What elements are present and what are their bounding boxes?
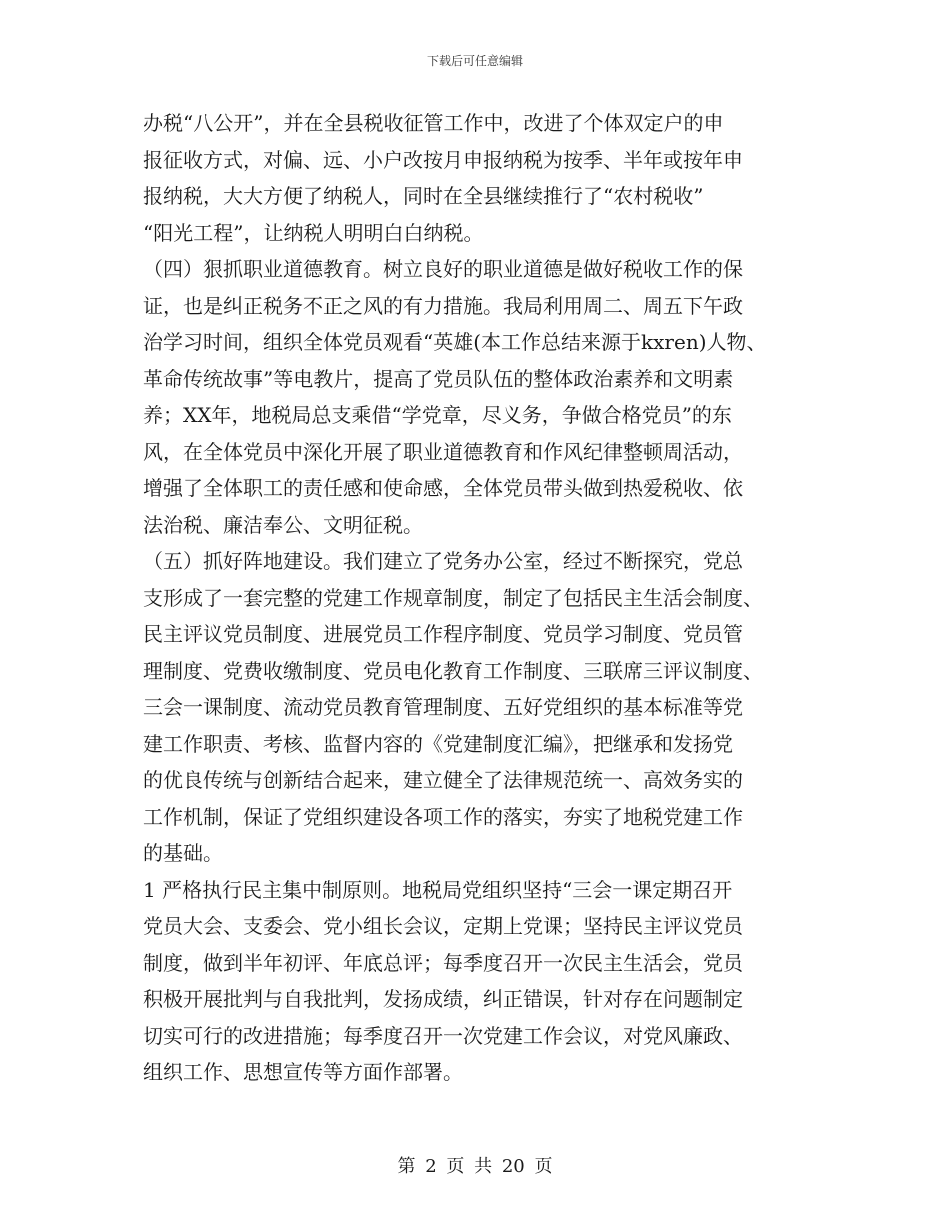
text-line: 办税“八公开”，并在全县税收征管工作中，改进了个体双定户的申 [143, 111, 724, 135]
text-line: 三会一课制度、流动党员教育管理制度、五好党组织的基本标准等党 [143, 695, 743, 719]
text-line: 的优良传统与创新结合起来，建立健全了法律规范统一、高效务实的 [143, 768, 743, 792]
text-line: （五）抓好阵地建设。我们建立了党务办公室，经过不断探究，党总 [143, 549, 743, 573]
text-line: 报征收方式，对偏、远、小户改按月申报纳税为按季、半年或按年申 [143, 147, 743, 172]
text-line: 风，在全体党员中深化开展了职业道德教育和作风纪律整顿周活动， [143, 439, 743, 464]
page-number-footer: 第 2 页 共 20 页 [397, 1156, 553, 1177]
text-line: 报纳税，大大方便了纳税人，同时在全县继续推行了“农村税收” [143, 184, 704, 208]
text-line: 的基础。 [143, 841, 223, 865]
text-line: 法治税、廉洁奉公、文明征税。 [143, 512, 423, 537]
document-body [143, 105, 823, 1091]
text-line: 组织工作、思想宣传等方面作部署。 [143, 1060, 463, 1084]
text-line: 1 严格执行民主集中制原则。地税局党组织坚持“三会一课定期召开 [143, 877, 733, 902]
text-line: 增强了全体职工的责任感和使命感，全体党员带头做到热爱税收、依 [143, 476, 743, 500]
text-line: 理制度、党费收缴制度、党员电化教育工作制度、三联席三评议制度、 [143, 658, 763, 683]
text-line: 民主评议党员制度、进展党员工作程序制度、党员学习制度、党员管 [143, 622, 743, 646]
text-line: 养；XX年，地税局总支乘借“学党章，尽义务，争做合格党员”的东 [143, 403, 732, 427]
text-line: 党员大会、支委会、党小组长会议，定期上党课；坚持民主评议党员 [143, 914, 743, 938]
text-line: 支形成了一套完整的党建工作规章制度，制定了包括民主生活会制度、 [143, 585, 763, 610]
text-line: 工作机制，保证了党组织建设各项工作的落实，夯实了地税党建工作 [143, 804, 743, 829]
text-line: 建工作职责、考核、监督内容的《党建制度汇编》，把继承和发扬党 [143, 731, 733, 756]
text-line: 积极开展批判与自我批判，发扬成绩，纠正错误，针对存在问题制定 [143, 987, 743, 1011]
text-line: 制度，做到半年初评、年底总评；每季度召开一次民主生活会，党员 [143, 950, 743, 975]
text-line: “阳光工程”，让纳税人明明白白纳税。 [143, 220, 484, 245]
text-line: 切实可行的改进措施；每季度召开一次党建工作会议，对党风廉政、 [143, 1023, 743, 1048]
text-line: （四）狠抓职业道德教育。树立良好的职业道德是做好税收工作的保 [143, 257, 743, 281]
paragraph [143, 105, 823, 1091]
text-line: 革命传统故事”等电教片，提高了党员队伍的整体政治素养和文明素 [143, 366, 734, 391]
page-header: 下载后可任意编辑 [426, 54, 523, 68]
text-line: 证，也是纠正税务不正之风的有力措施。我局利用周二、周五下午政 [143, 293, 743, 318]
text-line: 治学习时间，组织全体党员观看“英雄(本工作总结来源于kxren)人物、 [143, 330, 767, 354]
